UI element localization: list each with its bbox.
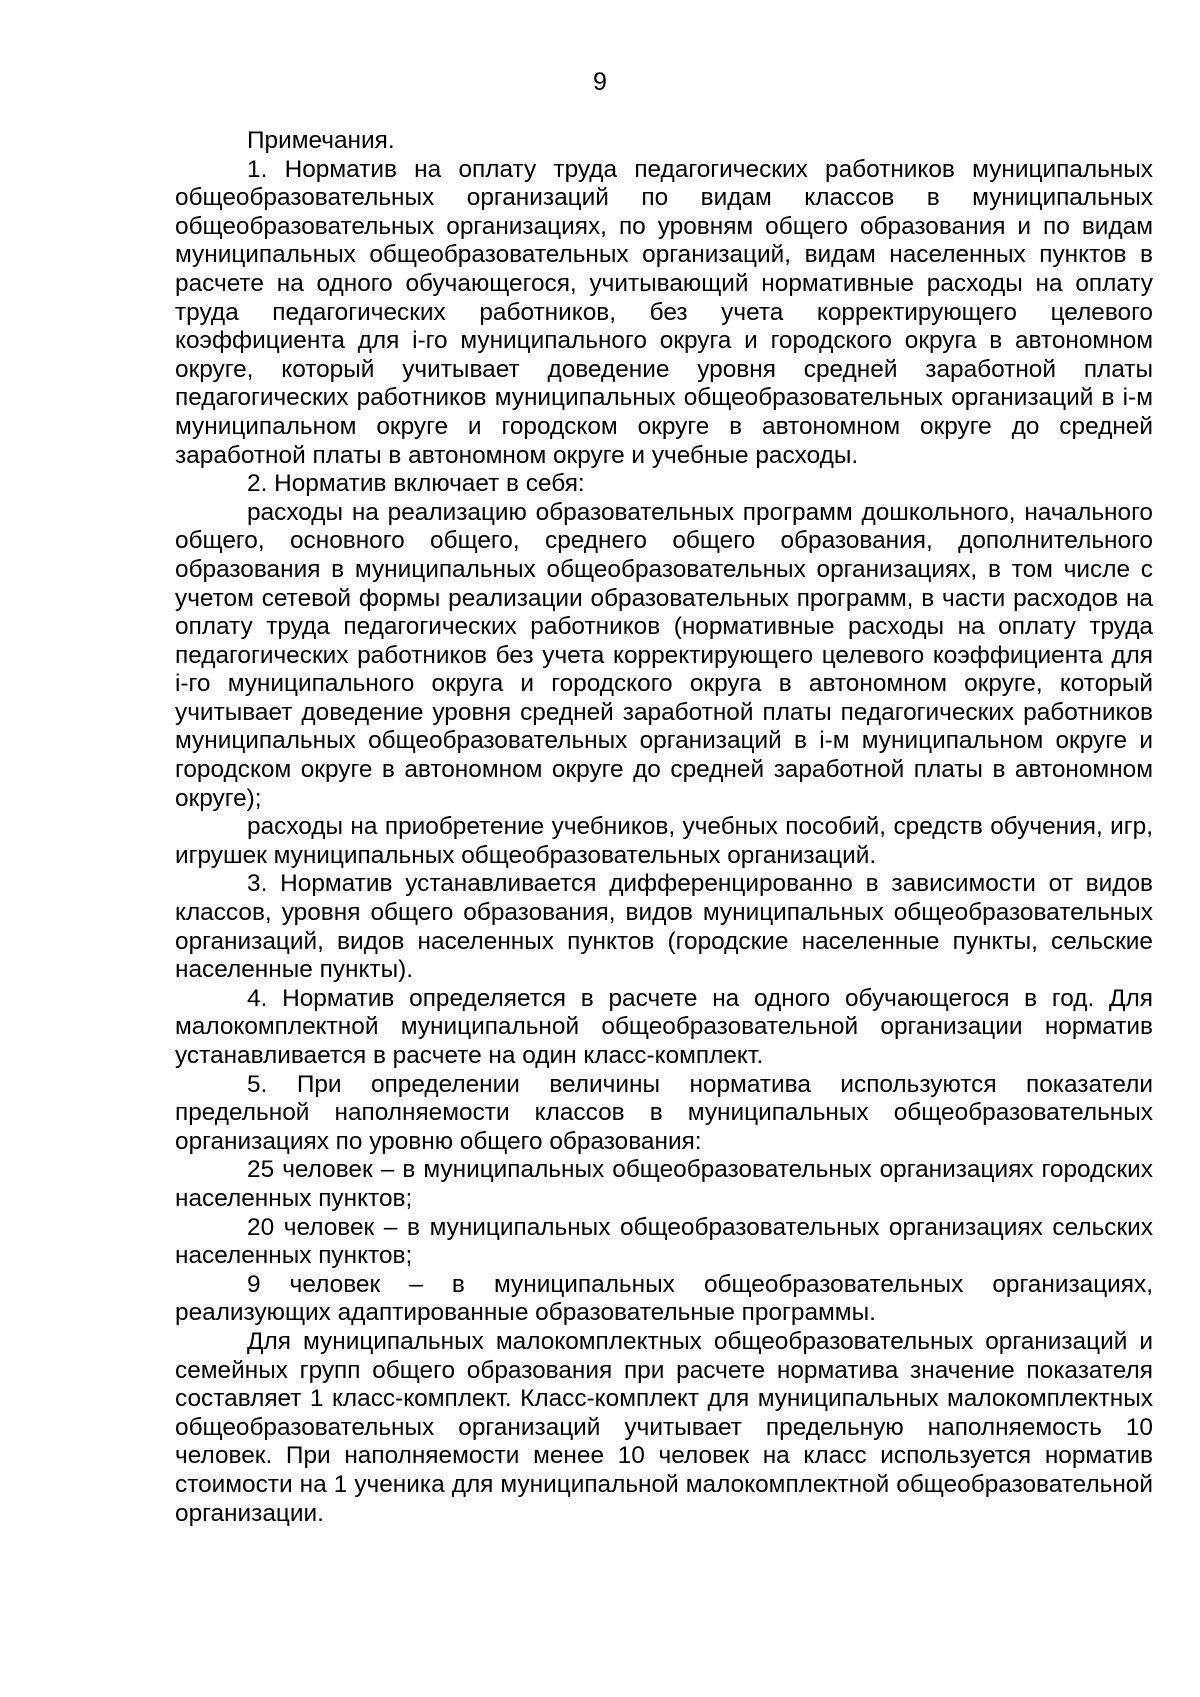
note-2-item-implementation-costs: расходы на реализацию образовательных программ дошкольного, начального общего, основного общего, среднего общего образования, дополнительного образования в муниципальных общеобразовательных организациях, в том числе с учетом сетевой формы реализации образовательных программ, в части расходов на оплату труда педагогических работников (нормативные расходы на оплату труда педагогических работников без учета корректирующего целевого коэффициента для i-го муниципального округа и городского округа в автономном округе, который учитывает доведение уровня средней заработной платы педагогических работников муниципальных общеобразовательных организаций в i-м муниципальном округе и городском округе в автономном округе до средней заработной платы в автономном округе);: [175, 498, 1153, 812]
note-2-paragraph: 2. Норматив включает в себя:: [247, 470, 585, 498]
note-2-item-textbook-costs: расходы на приобретение учебников, учебных пособий, средств обучения, игр, игрушек муниципальных общеобразовательных организаций.: [175, 813, 1153, 869]
page-number: 9: [593, 68, 607, 96]
note-5-item-adapted: 9 человек – в муниципальных общеобразовательных организациях, реализующих адаптированные образовательные программы.: [175, 1270, 1153, 1327]
notes-body: [175, 127, 1153, 1528]
note-5-item-rural: 20 человек – в муниципальных общеобразовательных организациях сельских населенных пунктов;: [175, 1213, 1153, 1270]
note-4-paragraph: 4. Норматив определяется в расчете на одного обучающегося в год. Для малокомплектной муниципальной общеобразовательной организации норматив устанавливается в расчете на один класс-комплект.: [175, 984, 1153, 1069]
note-5-paragraph: 5. При определении величины норматива используются показатели предельной наполняемости классов в муниципальных общеобразовательных организациях по уровню общего образования:: [175, 1070, 1153, 1155]
note-1-paragraph: 1. Норматив на оплату труда педагогических работников муниципальных общеобразовательных организаций по видам классов в муниципальных общеобразовательных организациях, по уровням общего образования и по видам муниципальных общеобразовательных организаций, видам населенных пунктов в расчете на одного обучающегося, учитывающий нормативные расходы на оплату труда педагогических работников, без учета корректирующего целевого коэффициента для i-го муниципального округа и городского округа в автономном округе, который учитывает доведение уровня средней заработной платы педагогических работников муниципальных общеобразовательных организаций в i-м муниципальном округе и городском округе в автономном округе до средней заработной платы в автономном округе и учебные расходы.: [175, 155, 1153, 469]
notes-heading: Примечания.: [247, 127, 395, 154]
note-5-item-urban: 25 человек – в муниципальных общеобразовательных организациях городских населенных пунктов;: [175, 1156, 1153, 1212]
note-3-paragraph: 3. Норматив устанавливается дифференцированно в зависимости от видов классов, уровня общего образования, видов муниципальных общеобразовательных организаций, видов населенных пунктов (городские населенные пункты, сельские населенные пункты).: [175, 870, 1153, 984]
note-5-small-schools-paragraph: Для муниципальных малокомплектных общеобразовательных организаций и семейных групп общего образования при расчете норматива значение показателя составляет 1 класс-комплект. Класс-комплект для муниципальных малокомплектных общеобразовательных организаций учитывает предельную наполняемость 10 человек. При наполняемости менее 10 человек на класс используется норматив стоимости на 1 ученика для муниципальной малокомплектной общеобразовательной организации.: [175, 1327, 1153, 1527]
